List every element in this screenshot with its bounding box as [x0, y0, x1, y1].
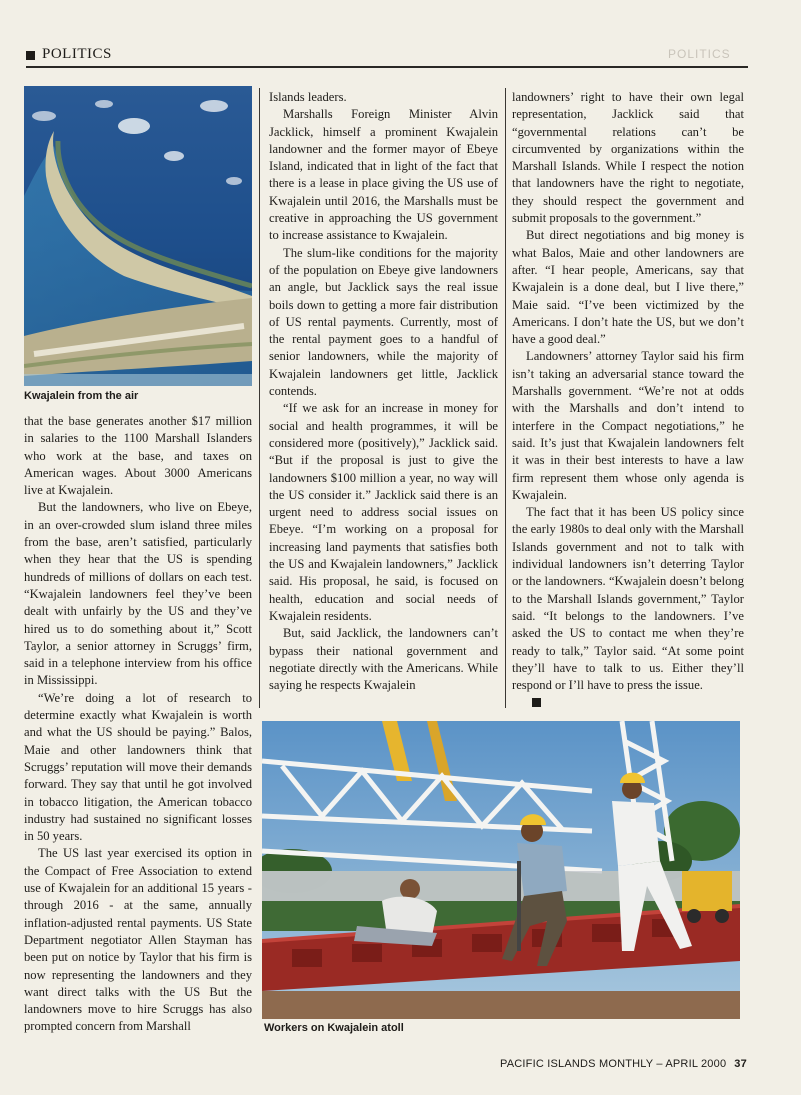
article-column-2: [269, 89, 498, 694]
paragraph: But the landowners, who live on Ebeye, in an over-crowded slum island three miles from the base, aren’t satisfied, particularly when they hear that the US is spending hundreds of millions of dollars on each test. “Kwajalein landowners feel they’ve been dealt with unfairly by the US and they’ve hired us to do something about it,” Scott Taylor, a senior attorney in Scruggs’ firm, said in a telephone interview from his office in Mississippi.: [24, 500, 252, 688]
paragraph: “We’re doing a lot of research to determine exactly what Kwajalein is worth and what the US should be paying.” Balos, Maie and other landowners think that Scruggs’ reputation will move their demands forward. They say that until he got involved in tobacco litigation, the American tobacco industry had sustained no significant losses in 50 years.: [24, 690, 252, 844]
paragraph: that the base generates another $17 million in salaries to the 1100 Marshall Islanders who work at the base, and taxes on American wages. About 3000 Americans live at Kwajalein.: [24, 414, 252, 498]
article-column-3: [512, 89, 744, 712]
paragraph-last: [512, 694, 744, 711]
article-column-1: [24, 413, 252, 1036]
section-header: [26, 46, 748, 66]
paragraph: But direct negotiations and big money is what Balos, Maie and other landowners are after. “I hear people, Americans, say that Kwajalein is a done deal, but I live there,” Maie said. “I’ve been victimized by the Americans. I don’t hate the US, but we don’t have a good deal.”: [512, 228, 744, 347]
photo2-caption: Workers on Kwajalein atoll: [264, 1022, 404, 1034]
kwajalein-aerial-photo: [24, 86, 252, 386]
page-footer: [500, 1058, 747, 1070]
paragraph: The slum-like conditions for the majority of the population on Ebeye give landowners an angle, but Jacklick says the real issue boils down to getting a more fair distribution of US rental payments. Currently, most of the rental payment goes to a handful of senior landowners, while the majority of Kwajalein landowners get little, Jacklick contends.: [269, 245, 498, 399]
section-bullet-icon: [26, 51, 35, 60]
section-label: POLITICS: [42, 46, 112, 62]
paragraph: The fact that it has been US policy since the early 1980s to deal only with the Marshall Islands government and not to talk with individual landowners isn’t deterring Taylor or the landowners. “Kwajalein doesn’t belong to the Marshall Islands government,” Taylor said. “It belongs to the landowners. I’ve asked the US to contact me when they’re ready to talk,” Taylor said. “At some point they’ll have to talk to us. Either they’ll respond or I’ll have to press the issue.: [512, 505, 744, 693]
column-divider: [259, 88, 260, 708]
workers-photo: [262, 721, 740, 1019]
header-rule: [26, 66, 748, 68]
paragraph: landowners’ right to have their own legal representation, Jacklick said that “governmental relations can’t be circumvented by organizations within the Marshall Islands. While I respect the notion that landowners have the right to negotiate, they should respect the government and submit proposals to the government.”: [512, 90, 744, 226]
paragraph: The US last year exercised its option in the Compact of Free Association to extend use of Kwajalein for an additional 15 years - through 2016 - at the same, annually inflation-adjusted rental payments. US State Department negotiator Allen Stayman has been put on notice by Taylor that his firm is now representing the landowners and they want direct talks with the US But the landowners move to hire Scruggs has also prompted concern from Marshall: [24, 846, 252, 1034]
photo1-caption: Kwajalein from the air: [24, 390, 139, 402]
bleed-through-text: POLITICS: [668, 47, 731, 61]
end-of-article-icon: [532, 698, 541, 707]
column-divider: [505, 88, 506, 708]
page-number: 37: [734, 1058, 747, 1070]
paragraph: “If we ask for an increase in money for social and health programmes, it will be considered more (positively),” Jacklick said. “But if the proposal is just to give the landowners $100 million a year, no way will the US consider it.” Jacklick said there is an urgent need to address social issues on Ebeye. “I’m working on a proposal for increasing land payments that satisfies both the US and Kwajalein landowners,” Jacklick said. His proposal, he said, is focused on health, education and social needs of Kwajalein residents.: [269, 401, 498, 623]
paragraph: Islands leaders.: [269, 90, 347, 104]
paragraph: Marshalls Foreign Minister Alvin Jacklick, himself a prominent Kwajalein landowner and the former mayor of Ebeye Island, indicated that in light of the fact that there is a lease in place giving the US use of Kwajalein until 2016, the Marshalls must be creative in approaching the US government to increase assistance to Kwajalein.: [269, 107, 498, 243]
paragraph: But, said Jacklick, the landowners can’t bypass their national government and negotiate directly with the Americans. While saying he respects Kwajalein: [269, 626, 498, 693]
paragraph: Landowners’ attorney Taylor said his firm isn’t taking an adversarial stance toward the Marshalls government. “We’re not at odds with the Marshalls and don’t intend to interfere in the Compact negotiations,” he said. It’s just that Kwajalein landowners felt it was in their best interests to have a law firm represent them whose only agenda is Kwajalein.: [512, 349, 744, 502]
publication-name: PACIFIC ISLANDS MONTHLY – APRIL 2000: [500, 1058, 727, 1070]
